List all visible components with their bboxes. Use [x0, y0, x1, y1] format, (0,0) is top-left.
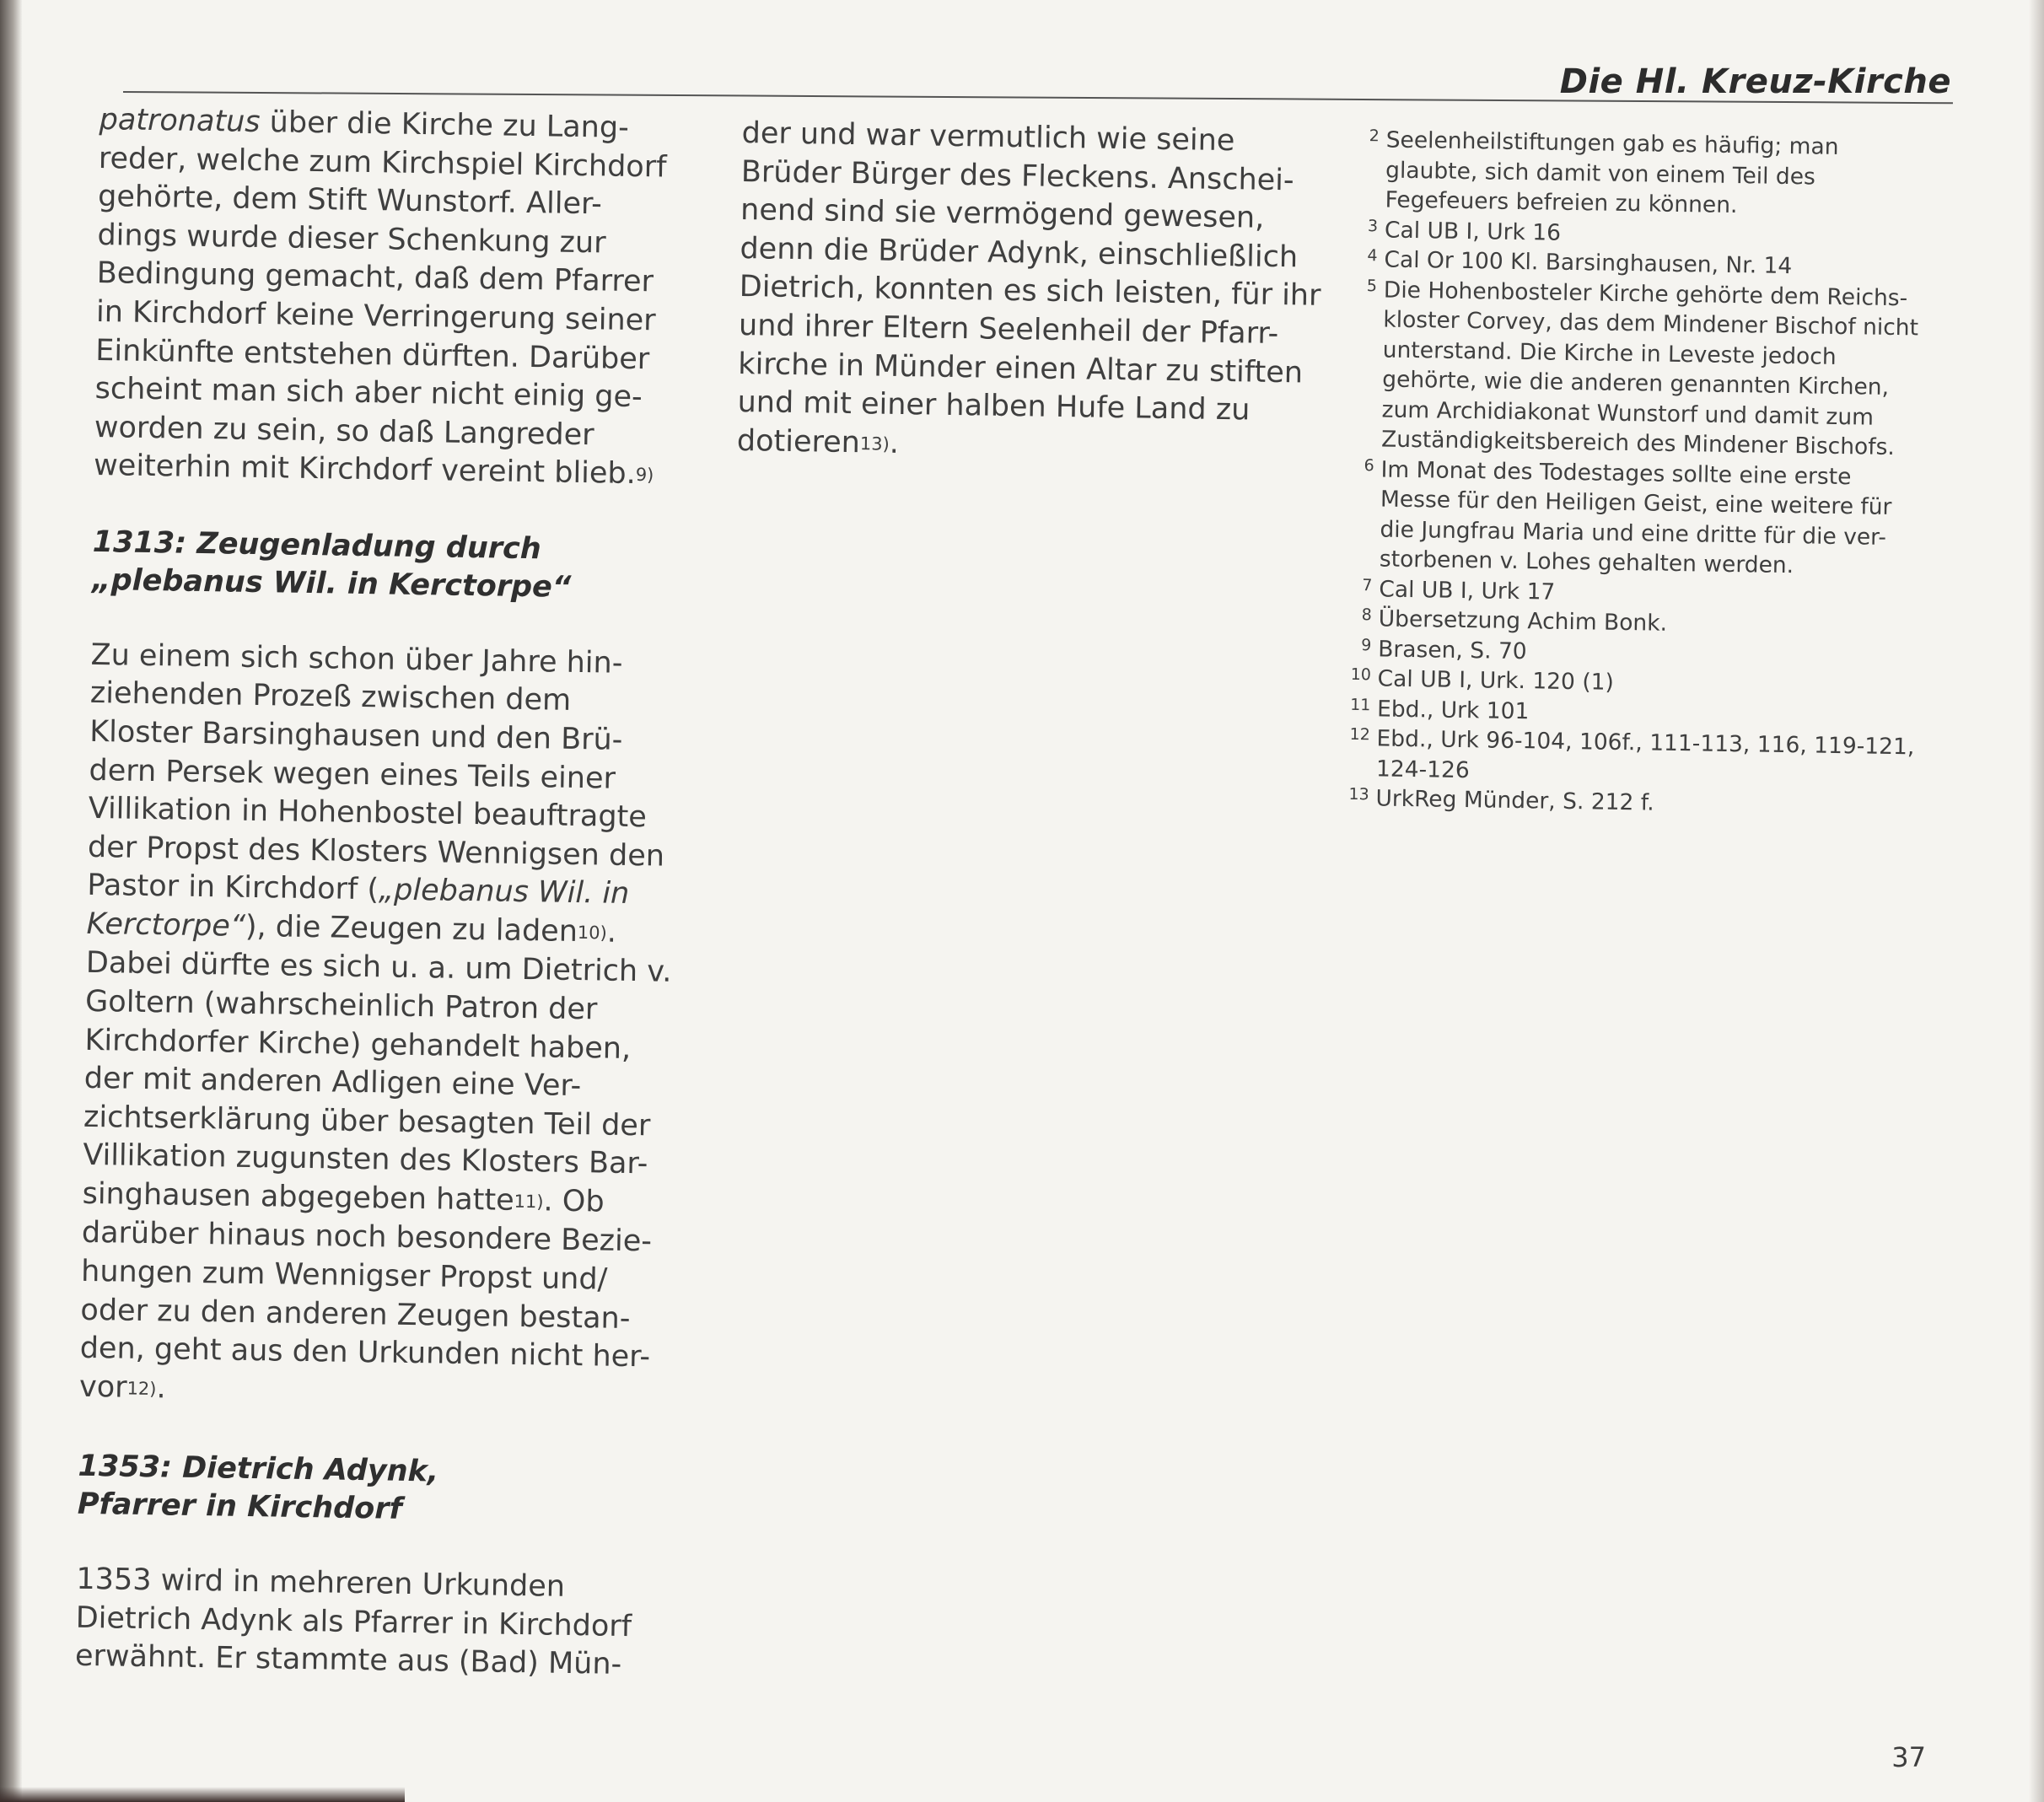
text: reder, welche zum Kirchspiel Kirchdorf — [98, 141, 667, 185]
text: und mit einer halben Hufe Land zu — [737, 385, 1251, 428]
footnote-line: Messe für den Heiligen Geist, eine weitere für — [1380, 486, 1892, 520]
footnote-text: Ebd., Urk 96-104, 106f., 111-113, 116, 119-121, — [1376, 725, 1915, 761]
footnote-text: Cal UB I, Urk 16 — [1384, 216, 1562, 246]
footnote-number: 9 — [1361, 635, 1372, 654]
footnote-line: zum Archidiakonat Wunstorf und damit zum — [1381, 395, 1875, 431]
footnote-number: 7 — [1362, 575, 1373, 594]
text: vor — [78, 1369, 127, 1405]
text: 1353 wird in mehreren Urkunden — [76, 1563, 566, 1605]
footnote-line: 124-126 — [1375, 755, 1470, 783]
footnote-line: gehörte, wie die anderen genannten Kirchen, — [1382, 366, 1890, 401]
text: dotieren — [736, 423, 861, 460]
footnote-ref: 10) — [577, 922, 608, 944]
text: Dabei dürfte es sich u. a. um Dietrich v. — [85, 946, 672, 990]
paragraph-patronatus — [94, 101, 707, 496]
heading-line: 1353: Dietrich Adynk, — [78, 1450, 439, 1489]
text: Zu einem sich schon über Jahre hin- — [90, 637, 623, 680]
text: darüber hinaus noch besondere Bezie- — [81, 1216, 653, 1259]
section-heading-1353 — [77, 1448, 685, 1533]
heading-line: 1313: Zeugenladung durch — [92, 524, 542, 567]
text: den, geht aus den Urkunden nicht her- — [79, 1331, 651, 1374]
footnote-line: kloster Corvey, das dem Mindener Bischof nicht — [1383, 306, 1919, 342]
text: und ihrer Eltern Seelenheil der Pfarr- — [738, 308, 1279, 351]
footnote-number: 10 — [1350, 664, 1372, 685]
running-header-title: Die Hl. Kreuz-Kirche — [1559, 62, 1951, 101]
footnote-line: unterstand. Die Kirche in Leveste jedoch — [1382, 336, 1837, 370]
text: . — [889, 426, 900, 460]
footnote-number: 2 — [1369, 126, 1380, 146]
text: kirche in Münder einen Altar zu stiften — [738, 347, 1304, 390]
footnote-text: Im Monat des Todestages sollte eine erste — [1380, 455, 1852, 490]
book-spine-shadow — [0, 0, 22, 1802]
text: ziehenden Prozeß zwischen dem — [89, 676, 572, 718]
text: Goltern (wahrscheinlich Patron der — [84, 984, 598, 1027]
footnote-line: storbenen v. Lohes gehalten werden. — [1379, 546, 1794, 579]
section-heading-1313 — [92, 524, 700, 609]
footnote-number: 5 — [1366, 276, 1378, 295]
footnote-text: Cal Or 100 Kl. Barsinghausen, Nr. 14 — [1384, 246, 1793, 280]
text: weiterhin mit Kirchdorf vereint blieb. — [93, 449, 637, 492]
text: Brüder Bürger des Fleckens. Anschei- — [740, 154, 1294, 197]
text: hungen zum Wennigser Propst und/ — [80, 1254, 608, 1297]
text: Bedingung gemacht, daß dem Pfarrer — [96, 256, 654, 299]
footnotes-column — [1348, 125, 1966, 823]
footnote-ref: 11) — [514, 1191, 544, 1213]
footnote-line: Zuständigkeitsbereich des Mindener Bischofs. — [1380, 426, 1896, 461]
text: worden zu sein, so daß Langreder — [94, 410, 594, 453]
text: singhausen abgegeben hatte — [82, 1176, 514, 1218]
footnote-text: Ebd., Urk 101 — [1376, 695, 1530, 724]
text: der mit anderen Adligen eine Ver- — [83, 1062, 582, 1104]
text: in Kirchdorf keine Verringerung seiner — [95, 294, 656, 338]
text: oder zu den anderen Zeugen bestan- — [80, 1293, 631, 1336]
text: dern Persek wegen eines Teils einer — [89, 753, 616, 796]
text: ), die Zeugen zu laden — [245, 909, 578, 949]
footnote-line: glaubte, sich damit von einem Teil des — [1385, 156, 1816, 191]
text: zichtserklärung über besagten Teil der — [83, 1100, 651, 1143]
text: Kirchdorfer Kirche) gehandelt haben, — [84, 1023, 632, 1066]
heading-line: Pfarrer in Kirchdorf — [77, 1487, 403, 1527]
italic-term: „plebanus Wil. in — [378, 873, 630, 912]
text: scheint man sich aber nicht einig ge- — [94, 372, 643, 415]
footnote-text: Seelenheilstiftungen gab es häufig; man — [1385, 126, 1839, 160]
footnote — [1353, 454, 1961, 583]
text: denn die Brüder Adynk, einschließlich — [740, 231, 1299, 275]
footnote-number: 4 — [1367, 246, 1378, 266]
footnote-text: Cal UB I, Urk. 120 (1) — [1377, 665, 1615, 696]
footnote-ref: 13) — [859, 433, 890, 455]
footnote-number: 12 — [1349, 724, 1371, 745]
text: Dietrich, konnten es sich leisten, für ihr — [739, 270, 1321, 314]
text: der und war vermutlich wie seine — [741, 116, 1235, 159]
footnote-number: 13 — [1348, 784, 1369, 804]
column-left — [75, 101, 707, 1686]
footnote-number: 11 — [1350, 695, 1371, 714]
text: Villikation zugunsten des Klosters Bar- — [83, 1138, 648, 1181]
footnote-line: die Jungfrau Maria und eine dritte für die ver- — [1380, 515, 1887, 551]
footnote-text: Die Hohenbosteler Kirche gehörte dem Reichs- — [1383, 276, 1908, 311]
footnote — [1349, 723, 1957, 793]
footnote-ref: 12) — [126, 1378, 157, 1399]
text: Dietrich Adynk als Pfarrer in Kirchdorf — [75, 1600, 632, 1643]
italic-term: patronatus — [99, 102, 261, 139]
footnote-text: Brasen, S. 70 — [1377, 635, 1527, 664]
paragraph-zeugenladung — [79, 637, 698, 1417]
footnote-text: UrkReg Münder, S. 212 f. — [1375, 785, 1654, 816]
text: dings wurde dieser Schenkung zur — [97, 218, 606, 261]
text: erwähnt. Er stammte aus (Bad) Mün- — [74, 1639, 622, 1682]
text: nend sind sie vermögend gewesen, — [740, 193, 1265, 235]
footnote-text: Cal UB I, Urk 17 — [1379, 575, 1556, 605]
text: gehörte, dem Stift Wunstorf. Aller- — [97, 180, 603, 222]
footnote-number: 8 — [1361, 605, 1373, 625]
text: . — [156, 1371, 166, 1406]
paragraph-continuation — [737, 115, 1358, 471]
italic-term: Kerctorpe“ — [86, 906, 246, 944]
footnote-text: Übersetzung Achim Bonk. — [1378, 605, 1668, 637]
text: Kloster Barsinghausen und den Brü- — [89, 714, 623, 757]
text: Einkünfte entstehen dürften. Darüber — [95, 333, 650, 376]
text: . Ob — [543, 1184, 605, 1219]
footnote — [1354, 274, 1964, 463]
footnote-line: Fegefeuers befreien zu können. — [1385, 186, 1738, 219]
column-middle — [737, 115, 1358, 471]
page-edge-bottom — [0, 1787, 405, 1802]
page-number: 37 — [1891, 1741, 1926, 1773]
paragraph-dietrich-adynk — [75, 1561, 684, 1686]
text: Villikation in Hohenbostel beauftragte — [88, 792, 648, 835]
footnote-ref: 9) — [635, 465, 654, 486]
footnote — [1358, 125, 1966, 224]
text: Pastor in Kirchdorf ( — [87, 869, 379, 907]
text: . — [606, 915, 617, 949]
heading-line: „plebanus Wil. in Kerctorpe“ — [91, 562, 572, 605]
footnote-number: 6 — [1364, 455, 1374, 475]
text: der Propst des Klosters Wennigsen den — [87, 830, 665, 874]
page-edge-right — [2029, 0, 2044, 1802]
text: über die Kirche zu Lang- — [260, 105, 630, 145]
footnote-number: 3 — [1367, 216, 1379, 235]
